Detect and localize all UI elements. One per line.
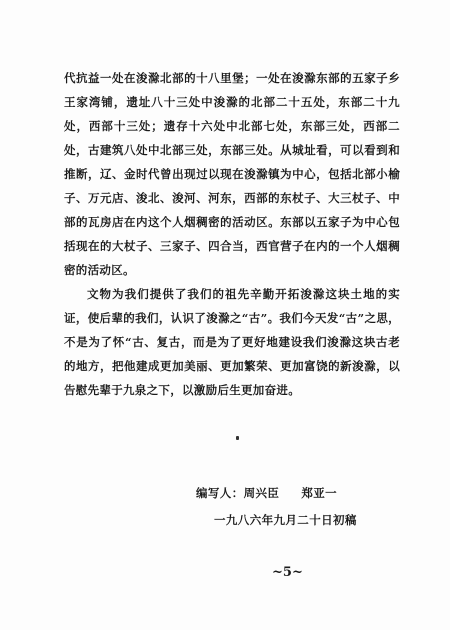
page-number: ~5~ (272, 565, 303, 580)
author-name-2: 郑亚一 (301, 486, 338, 500)
body-text (64, 66, 400, 402)
signature-label: 编写人： (196, 486, 244, 500)
author-name-1: 周兴臣 (243, 486, 280, 500)
signature-line (196, 485, 337, 501)
draft-date: 一九八六年九月二十日初稿 (214, 513, 357, 527)
paragraph-1: 代抗益一处在浚滁北部的十八里堡；一处在浚滁东部的五家子乡王家湾铺，遗址八十三处中浚滁的北部二十五处，东部二十九处，西部十三处；遗存十六处中北部七处，东部三处，西部二处，古建筑八处中北部三处，东部三处。从城址看，可以看到和推断，辽、金时代曾出现过以现在浚滁镇为中心，包括北部小榆子、万元店、浚北、浚河、河东，西部的东杖子、大三杖子、中部的瓦房店在内这个人烟稠密的活动区。东部以五家子为中心包括现在的大杖子、三家子、四合当，西官营子在内的一个人烟稠密的活动区。 (64, 71, 400, 277)
ink-dot (236, 436, 239, 440)
paragraph-2: 文物为我们提供了我们的祖先辛勤开拓浚滁这块土地的实证，使后辈的我们，认识了浚滁之“古”。我们今天发“古”之思，不是为了怀“古、复古，而是为了更好地建设我们浚滁这块古老的地方，把他建成更加美丽、更加繁荣、更加富饶的新浚滁，以告慰先辈于九泉之下，以激励后生更加奋进。 (64, 287, 400, 397)
